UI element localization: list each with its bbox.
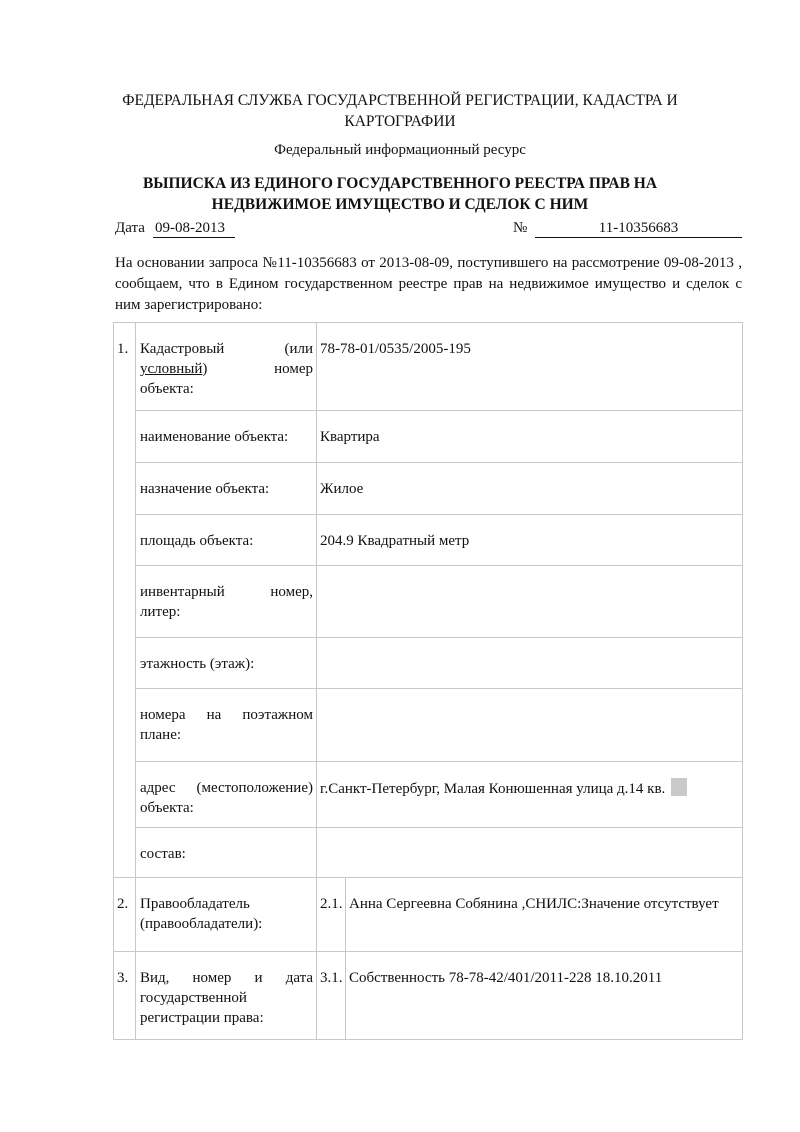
row-label: адрес (местоположение) объекта:	[136, 762, 317, 828]
cadastral-label-part: объекта:	[140, 381, 194, 397]
table-row	[114, 638, 743, 689]
table-row	[114, 515, 743, 566]
agency-line-1: ФЕДЕРАЛЬНАЯ СЛУЖБА ГОСУДАРСТВЕННОЙ РЕГИСТРАЦИИ, КАДАСТРА И	[122, 92, 678, 109]
table-row	[114, 566, 743, 638]
row-label: наименование объекта:	[136, 411, 317, 463]
table-row	[114, 411, 743, 463]
agency-line-2: КАРТОГРАФИИ	[344, 113, 456, 130]
right-value: Собственность 78-78-42/401/2011-228 18.10.2011	[346, 952, 743, 1040]
cadastral-label-part: номер	[274, 361, 313, 377]
table-row	[114, 828, 743, 878]
row-value	[317, 566, 743, 638]
row-value	[317, 828, 743, 878]
row-label: номера на поэтажном плане:	[136, 689, 317, 762]
resource-caption: Федеральный информационный ресурс	[274, 142, 526, 158]
row-label: инвентарный номер, литер:	[136, 566, 317, 638]
title-line-1: ВЫПИСКА ИЗ ЕДИНОГО ГОСУДАРСТВЕННОГО РЕЕСТРА ПРАВ НА	[142, 175, 658, 192]
cadastral-label-part: )	[202, 361, 208, 377]
section-2-number: 2.	[114, 878, 136, 952]
table-row	[114, 463, 743, 515]
intro-paragraph: На основании запроса №11-10356683 от 2013-08-09, поступившего на рассмотрение 09-08-2013 , сообщаем, что в Едином государственном реестре прав на недвижимое имущество и сделок с ним зарегистрировано:	[115, 255, 742, 313]
row-value: 204.9 Квадратный метр	[317, 515, 743, 566]
registry-table	[113, 322, 743, 1040]
date-label: Дата	[115, 220, 145, 236]
row-label: назначение объекта:	[136, 463, 317, 515]
row-value: Квартира	[317, 411, 743, 463]
table-row	[114, 323, 743, 411]
cadastral-value: 78-78-01/0535/2005-195	[317, 323, 743, 411]
title-line-2: НЕДВИЖИМОЕ ИМУЩЕСТВО И СДЕЛОК С НИМ	[211, 196, 589, 213]
holder-label: Правообладатель (правообладатели):	[136, 878, 317, 952]
cadastral-label-part: Кадастровый	[140, 341, 225, 357]
date-value: 09-08-2013	[153, 220, 235, 238]
row-value: Жилое	[317, 463, 743, 515]
date-number-row	[115, 220, 742, 242]
number-value: 11-10356683	[535, 220, 742, 238]
redaction-mark	[671, 778, 687, 796]
address-text: г.Санкт-Петербург, Малая Конюшенная улица д.14 кв.	[320, 781, 666, 797]
table-row	[114, 762, 743, 828]
cadastral-label-part: условный	[140, 361, 203, 377]
section-3-number: 3.	[114, 952, 136, 1040]
right-label: Вид, номер и дата государственной регистрации права:	[136, 952, 317, 1040]
number-label: №	[513, 220, 528, 236]
document-title	[0, 173, 800, 215]
cadastral-label-part: (или	[284, 341, 313, 357]
row-label: площадь объекта:	[136, 515, 317, 566]
table-row	[114, 952, 743, 1040]
address-value	[317, 762, 743, 828]
agency-name	[0, 90, 800, 132]
table-row	[114, 878, 743, 952]
row-label: состав:	[136, 828, 317, 878]
cadastral-label	[136, 323, 317, 411]
row-value	[317, 689, 743, 762]
right-sub-number: 3.1.	[317, 952, 346, 1040]
row-value	[317, 638, 743, 689]
holder-sub-number: 2.1.	[317, 878, 346, 952]
table-row	[114, 689, 743, 762]
section-1-number: 1.	[114, 323, 136, 878]
holder-value: Анна Сергеевна Собянина ,СНИЛС:Значение отсутствует	[346, 878, 743, 952]
row-label: этажность (этаж):	[136, 638, 317, 689]
